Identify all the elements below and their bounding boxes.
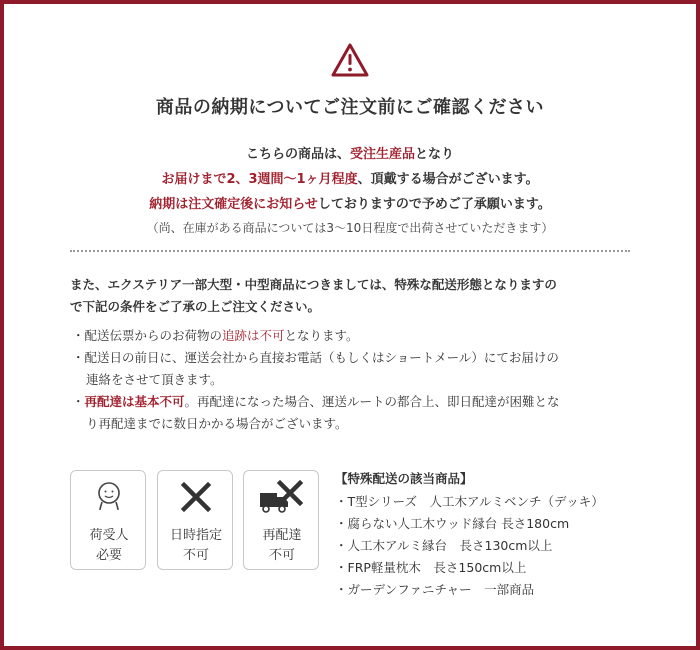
- intro-line-3-post: しておりますので予めご了承願います。: [317, 197, 551, 212]
- intro-line-1-highlight: 受注生産品: [349, 147, 415, 162]
- bullet-tracking-highlight: 追跡は不可: [222, 328, 285, 343]
- conditions-paragraph: [70, 274, 635, 318]
- warning-triangle-icon: [330, 42, 370, 78]
- dotted-divider: [70, 250, 630, 252]
- special-item: ・FRP軽量枕木 長さ150cm以上: [335, 560, 527, 575]
- intro-line-2-highlight: お届けまで2、3週間〜1ヶ月程度: [161, 172, 358, 187]
- badge-recipient-required: [70, 470, 146, 570]
- bullet-tracking: [72, 325, 637, 347]
- badge-redelivery-line-2: 不可: [268, 548, 295, 563]
- conditions-line-2: で下記の条件をご了承の上ご注文ください。: [70, 299, 321, 314]
- intro-line-3: [0, 193, 700, 212]
- bullet-redelivery-line-1: [72, 391, 637, 413]
- bullet-redelivery-highlight: 再配達は基本不可: [84, 394, 185, 409]
- intro-line-1: [0, 143, 700, 162]
- special-item: ・ガーデンファニチャー 一部商品: [335, 582, 535, 597]
- badge-redelivery-label: [244, 526, 320, 566]
- special-item: ・T型シリーズ 人工木アルミベンチ（デッキ）: [335, 494, 604, 509]
- bullet-contact: [72, 347, 637, 391]
- special-item: ・腐らない人工木ウッド縁台 長さ180cm: [335, 516, 570, 531]
- truck-cross-icon: [256, 479, 304, 523]
- page-title: 商品の納期についてご注文前にご確認ください: [155, 97, 545, 118]
- badge-no-redelivery: [243, 470, 319, 570]
- bullet-redelivery: [72, 391, 637, 435]
- badge-recipient-label: [71, 526, 147, 566]
- bullet-tracking-post: となります。: [284, 328, 359, 343]
- badge-redelivery-line-1: 再配達: [262, 528, 302, 543]
- bullet-tracking-pre: ・配送伝票からのお荷物の: [72, 328, 223, 343]
- special-item: ・人工木アルミ縁台 長さ130cm以上: [335, 538, 553, 553]
- badge-date-time-line-2: 不可: [182, 548, 209, 563]
- badge-date-time-line-1: 日時指定: [169, 528, 222, 543]
- badge-recipient-line-1: 荷受人: [89, 528, 129, 543]
- bullet-contact-line-2: 連絡をさせて頂きます。: [86, 372, 223, 387]
- badge-recipient-line-2: 必要: [95, 548, 122, 563]
- intro-line-2: [0, 168, 700, 187]
- bullet-redelivery-pre: ・: [72, 394, 85, 409]
- special-delivery-title: 【特殊配送の該当商品】: [335, 471, 473, 486]
- bullet-redelivery-post: 。再配達になった場合、運送ルートの都合上、即日配達が困難とな: [184, 394, 560, 409]
- cross-icon: [176, 479, 216, 523]
- badge-date-time-label: [158, 526, 234, 566]
- intro-line-1-post: となり: [415, 147, 455, 162]
- person-icon: [89, 479, 129, 523]
- intro-line-2-post: 、頂戴する場合がございます。: [357, 172, 539, 187]
- badge-no-date-time: [157, 470, 233, 570]
- bullet-contact-line-1: ・配送日の前日に、運送会社から直接お電話（もしくはショートメール）にてお届けの: [72, 350, 559, 365]
- conditions-line-1: また、エクステリア一部大型・中型商品につきましては、特殊な配送形態となりますの: [70, 277, 557, 292]
- bullet-redelivery-line-2: り再配達までに数日かかる場合がございます。: [86, 416, 348, 431]
- stock-note: （尚、在庫がある商品については3〜10日程度で出荷させていただきます）: [146, 221, 554, 235]
- intro-line-3-highlight: 納期は注文確定後にお知らせ: [149, 197, 318, 212]
- intro-line-1-pre: こちらの商品は、: [245, 147, 350, 162]
